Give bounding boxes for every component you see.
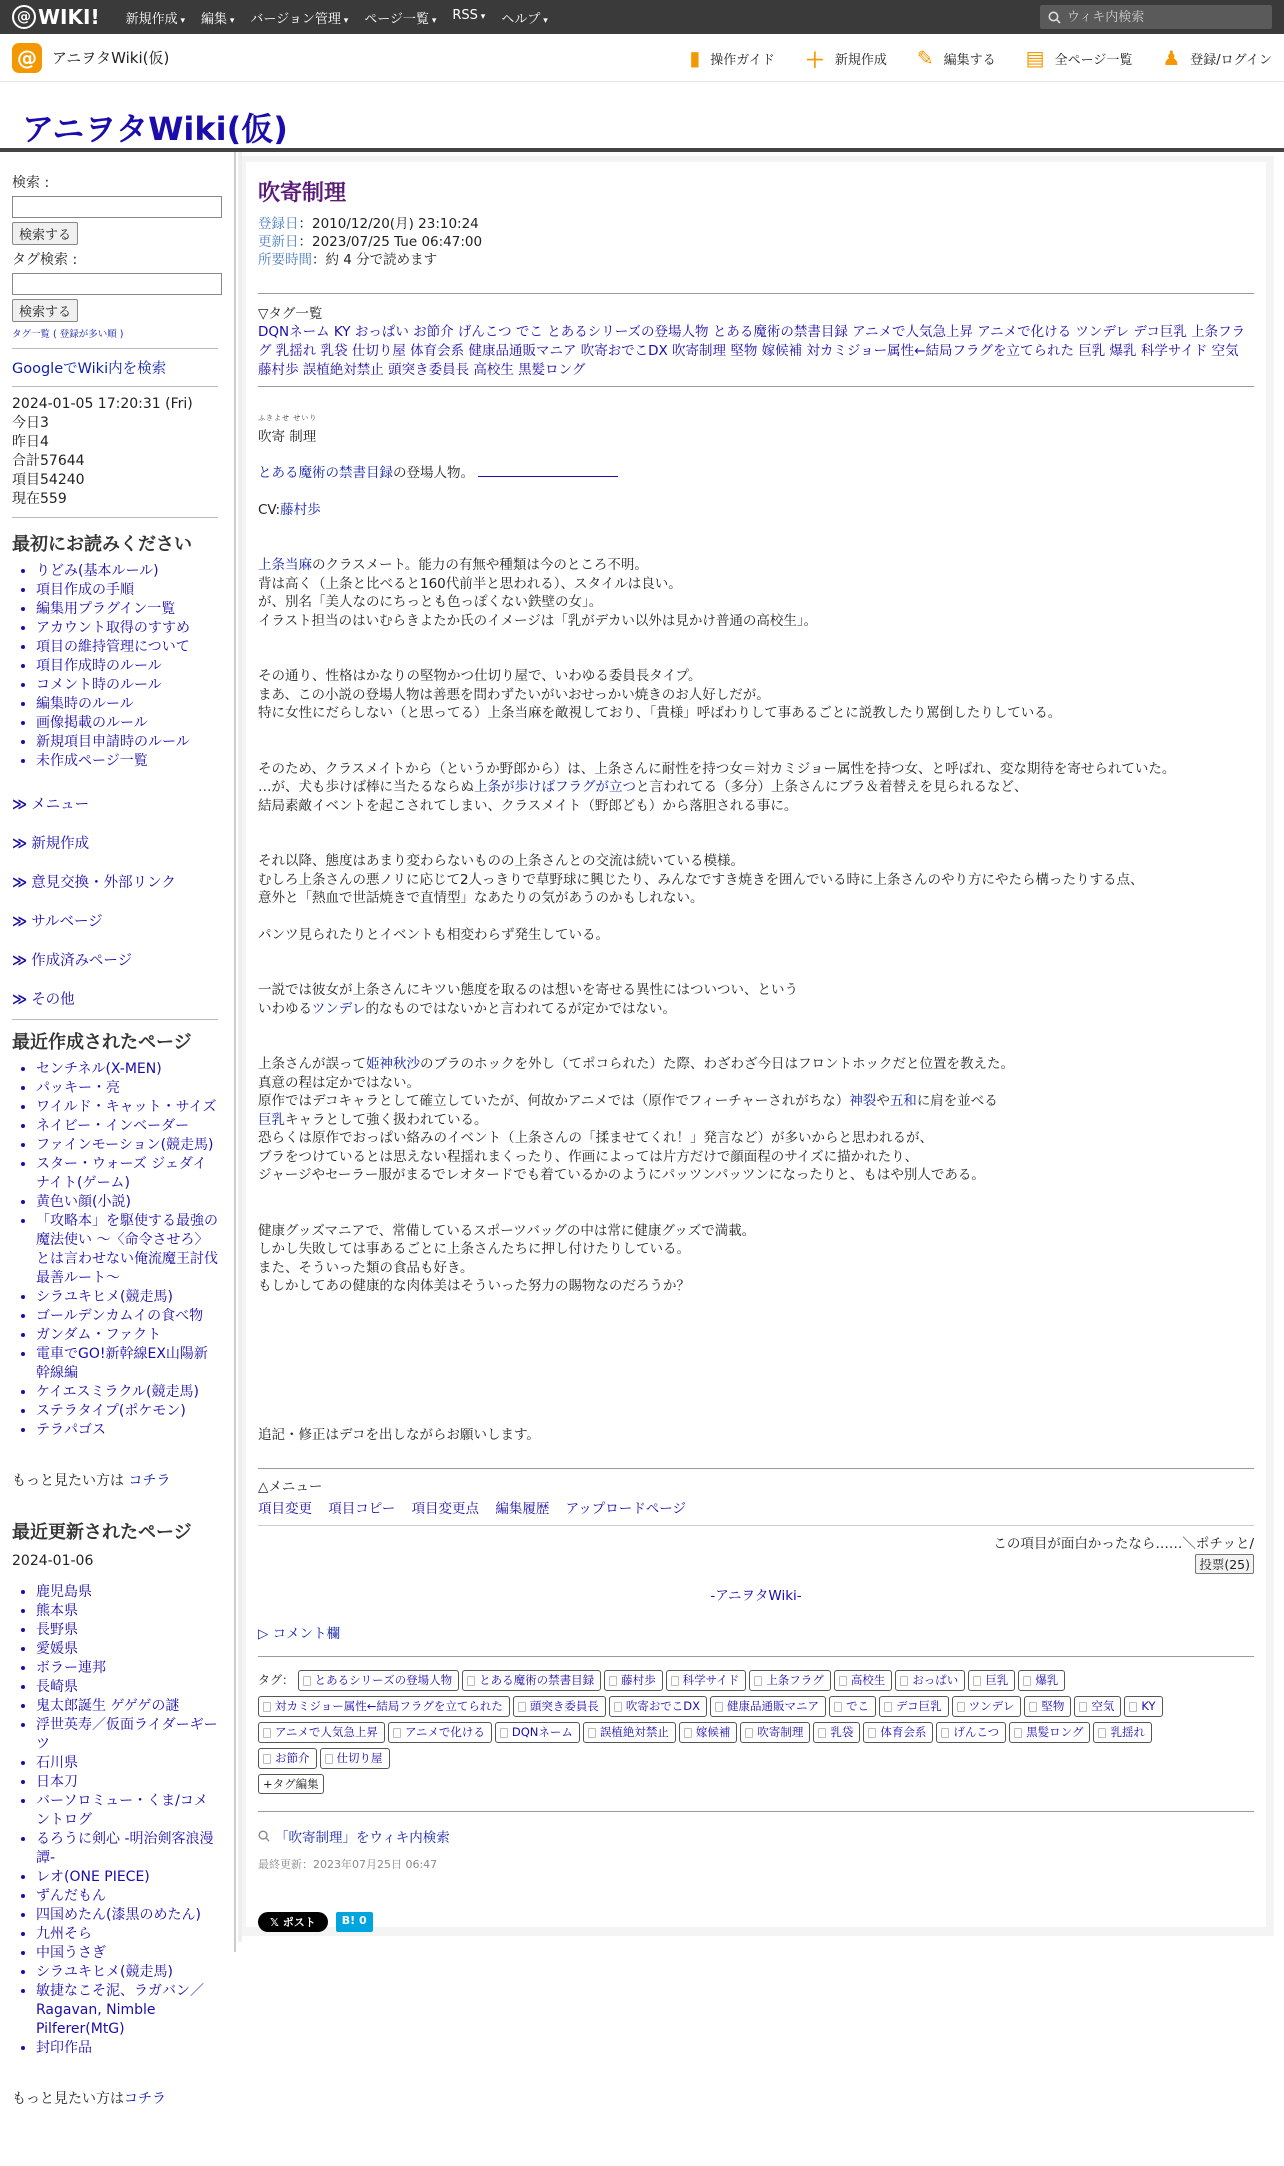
tag-chip[interactable]: お節介 — [258, 1748, 317, 1769]
paragraph-line: そのため、クラスメイトから（というか野郎から）は、上条さんに耐性を持つ女＝対カミジョー属性を持つ女、と呼ばれ、変な期待を寄せられていた。 — [258, 760, 1176, 777]
section-label: サルベージ — [31, 914, 103, 930]
meta-read-time — [258, 251, 1254, 269]
tag-chip[interactable]: 高校生 — [834, 1670, 893, 1691]
login-button[interactable] — [1162, 46, 1272, 70]
article-body — [258, 395, 1254, 1444]
tag-chip[interactable]: げんこつ — [936, 1722, 1006, 1743]
tag-list-heading[interactable]: ▽タグ一覧 — [258, 306, 323, 322]
meta-value: ：2010/12/20(月) 23:10:24 — [298, 216, 479, 232]
tag-search-input[interactable] — [12, 273, 222, 295]
section-new[interactable] — [12, 832, 218, 853]
tag-chip[interactable]: でこ — [829, 1696, 876, 1717]
site-title[interactable]: アニヲタWiki(仮) — [22, 110, 288, 148]
edit-label: 編集する — [943, 52, 996, 68]
menu-help[interactable]: ヘルプ ▾ — [493, 8, 555, 27]
divider — [258, 1656, 1254, 1657]
search-label: 検索 : — [12, 175, 50, 191]
recent-created-heading: 最近作成されたページ — [12, 1032, 192, 1053]
paragraph-line: しかし失敗しては事あるごとに上条さんたちに押し付けたりしている。 — [258, 1241, 690, 1257]
comment-link[interactable]: ▷ コメント欄 — [258, 1626, 341, 1642]
list-item[interactable]: • りどみ(基本ルール) — [36, 562, 218, 581]
at-logo-icon: @ — [12, 5, 36, 29]
vote-text: この項目が面白かったなら……＼ポチッと/ — [993, 1536, 1254, 1552]
plus-icon: ＋ — [804, 47, 825, 72]
list-item[interactable]: • 「攻略本」を駆使する最強の魔法使い 〜〈命令させろ〉とは言わせない俺流魔王討伐最善ルート〜 — [36, 1212, 218, 1288]
text: 原作ではデコキャラとして確立していたが、何故かアニメでは（原作でフィーチャーされがちな） — [258, 1093, 850, 1109]
paragraph-line — [258, 556, 1254, 575]
more-created-link[interactable]: コチラ — [128, 1473, 171, 1489]
menu-version[interactable]: バージョン管理 ▾ — [242, 8, 356, 27]
section-salvage[interactable] — [12, 910, 218, 931]
more-label: もっと見たい方は — [12, 1473, 124, 1489]
tag-chip[interactable]: とあるシリーズの登場人物 — [298, 1670, 459, 1691]
list-item[interactable]: • コメント時のルール — [36, 676, 218, 695]
page-meta — [258, 215, 1254, 269]
section-label: 意見交換・外部リンク — [31, 875, 176, 891]
sidebar-divider — [12, 386, 218, 387]
hatena-count: 0 — [358, 1914, 367, 1927]
list-item[interactable]: • 鹿児島県 — [36, 1583, 218, 1602]
list-item[interactable]: • テラパゴス — [36, 1421, 218, 1440]
meta-key: 更新日 — [258, 234, 299, 250]
tag-chip[interactable]: アニメで人気急上昇 — [258, 1722, 385, 1743]
text: のブラのホックを外し（てポコられた）た際、わざわざ今日はフロントホックだと位置を教えた。 — [420, 1056, 1014, 1072]
menu-links — [258, 1497, 1254, 1517]
list-item[interactable]: • 項目作成の手順 — [36, 581, 218, 600]
stat-now: 現在559 — [12, 491, 67, 507]
text: いわゆる — [258, 1000, 312, 1017]
flag-link[interactable]: 上条が歩けばフラグが立つ — [474, 779, 636, 795]
list-item[interactable]: • ワイルド・キャット・サイズ — [36, 1098, 218, 1117]
paragraph-line — [258, 778, 1254, 797]
new-page-label: 新規作成 — [834, 52, 887, 68]
divider — [258, 386, 1254, 387]
section-links[interactable] — [12, 871, 218, 892]
sidebar-border — [234, 152, 236, 1952]
paragraph-line: 健康グッズマニアで、常備しているスポーツバッグの中は常に健康グッズで満載。 — [258, 1222, 756, 1239]
list-item[interactable]: • センチネル(X-MEN) — [36, 1060, 218, 1079]
intro-link[interactable]: とある魔術の禁書目録 — [258, 465, 393, 481]
tag-chip[interactable]: アニメで化ける — [388, 1722, 492, 1743]
site-bar — [0, 34, 1284, 82]
sidebar-search-input[interactable] — [12, 196, 222, 218]
wiki-search-box — [1040, 5, 1272, 29]
list-item[interactable]: • 長野県 — [36, 1621, 218, 1640]
wiki-logo[interactable] — [12, 5, 100, 29]
stat-today: 今日3 — [12, 415, 49, 431]
cv-label: CV: — [258, 501, 281, 518]
wiki-search-input[interactable] — [1067, 10, 1257, 25]
tag-chip[interactable]: 爆乳 — [1018, 1670, 1065, 1691]
paragraph-line: その通り、性格はかなりの堅物かつ仕切り屋で、いわゆる委員長タイプ。 — [258, 668, 702, 684]
tag-chip[interactable]: 黒髪ロング — [1009, 1722, 1090, 1743]
tag-chip[interactable]: 乳揺れ — [1093, 1722, 1152, 1743]
paragraph-line: それ以降、態度はあまり変わらないものの上条さんとの交流は続いている模様。 — [258, 853, 744, 869]
last-updated: 最終更新：2023年07月25日 06:47 — [258, 1858, 438, 1871]
kyonyuu-link[interactable]: 巨乳 — [258, 1111, 285, 1128]
first-read-heading: 最初にお読みください — [12, 534, 192, 555]
first-read-list — [12, 562, 218, 771]
divider — [258, 293, 1254, 294]
meta-key: 登録日 — [258, 216, 299, 232]
paragraph-line: ブラをつけているとは思えない程揺れまくったり、作画によっては片方だけで顔面程のサイズに描かれたり、 — [258, 1148, 919, 1165]
recent-updated-heading: 最近更新されたページ — [12, 1522, 192, 1543]
itsuwa-link[interactable]: 五和 — [889, 1093, 917, 1109]
hatena-b-icon: B! — [341, 1914, 359, 1927]
book-icon: ▮ — [689, 46, 701, 70]
tag-chip[interactable]: 吹寄制理 — [740, 1722, 810, 1743]
google-search-link[interactable]: GoogleでWiki内を検索 — [12, 361, 167, 377]
list-item[interactable]: • 未作成ページ一覧 — [36, 752, 218, 771]
divider — [258, 1811, 1254, 1812]
paragraph-line: もしかしてあの健康的な肉体美はそういった努力の賜物なのだろうか？ — [258, 1278, 690, 1294]
intro-text: の登場人物。 — [393, 465, 474, 481]
article — [246, 162, 1266, 1927]
kanzaki-link[interactable]: 神裂 — [849, 1093, 877, 1109]
section-label: 新規作成 — [31, 836, 90, 852]
text: に肩を並べる — [916, 1093, 998, 1109]
recent-created-list — [12, 1060, 218, 1440]
tag-search-label: タグ検索 : — [12, 252, 78, 268]
share-buttons — [258, 1912, 1254, 1932]
list-item[interactable]: • ファインモーション(競走馬) — [36, 1136, 218, 1155]
meta-key: 所要時間 — [258, 252, 312, 268]
tag-area — [258, 1667, 1254, 1797]
paragraph-line — [258, 1055, 1254, 1074]
tag-chip[interactable]: 体育会系 — [863, 1722, 933, 1743]
name-line: 吹寄 制理 — [258, 428, 317, 445]
list-item[interactable]: • 日本刀 — [36, 1773, 218, 1792]
list-item[interactable]: • スター・ウォーズ ジェダイナイト(ゲーム) — [36, 1155, 218, 1193]
list-item[interactable]: • 愛媛県 — [36, 1640, 218, 1659]
tag-chip[interactable]: 乳袋 — [813, 1722, 860, 1743]
tag-chip[interactable]: 嫁候補 — [679, 1722, 738, 1743]
double-chevron-icon: ≫ — [12, 836, 28, 852]
all-pages-button[interactable] — [1026, 46, 1133, 70]
tag-chip[interactable]: 藤村歩 — [604, 1670, 663, 1691]
paragraph-line: むしろ上条さんの悪ノリに応じて2人っきりで草野球に興じたり、みんなですき焼きを囲んでいる時に上条さんのやり方にやたら構ったりする点、 — [258, 871, 1144, 888]
guide-button[interactable] — [689, 46, 775, 70]
tag-chip[interactable]: 吹寄おでこDX — [609, 1696, 707, 1717]
stat-yesterday: 昨日4 — [12, 434, 49, 450]
login-label: 登録/ログイン — [1190, 52, 1272, 68]
hatena-bookmark-button[interactable] — [336, 1912, 373, 1932]
list-item[interactable]: • ステラタイプ(ポケモン) — [36, 1402, 218, 1421]
double-chevron-icon: ≫ — [12, 992, 28, 1008]
sidebar-search-button[interactable]: 検索する — [12, 222, 78, 245]
tag-chip[interactable]: 誤植絶対禁止 — [583, 1722, 676, 1743]
paragraph-line: パンツ見られたりとイベントも相変わらず発生している。 — [258, 926, 609, 943]
tag-list-links[interactable]: DQNネーム KY おっぱい お節介 げんこつ でこ とあるシリーズの登場人物 とある魔術の禁書目録 アニメで人気急上昇 アニメで化ける ツンデレ デコ巨乳 上条フラグ 乳揺れ 乳袋 仕切り屋 体育会系 健康品通販マニア 吹寄おでこDX 吹寄制理 堅物 嫁候補 対カミジョー属性←結局フラグを立てられた 巨乳 爆乳 科学サイド 空気 藤村歩 誤植絶対禁止 頭突き委員長 高校生 黒髪ロング — [258, 324, 1246, 378]
menu-link-change[interactable]: 項目変更 — [258, 1501, 312, 1517]
name-ruby: ふきよせ せいり — [258, 414, 318, 422]
pencil-icon: ✎ — [916, 46, 934, 70]
more-updated — [12, 2088, 218, 2108]
list-item[interactable]: • 敏捷なこそ泥、ラガバン／Ragavan, Nimble Pilferer(MtG) — [36, 1982, 218, 2039]
main-content — [242, 156, 1274, 1936]
tag-chip[interactable]: 空気 — [1074, 1696, 1121, 1717]
tag-chip[interactable]: 健康品通販マニア — [710, 1696, 826, 1717]
tag-chip[interactable]: 堅物 — [1024, 1696, 1071, 1717]
paragraph-line — [258, 1111, 1254, 1130]
text: のクラスメート。能力の有無や種類は今のところ不明。 — [312, 557, 648, 573]
site-header — [0, 82, 1284, 152]
list-item[interactable]: • 九州そら — [36, 1925, 218, 1944]
list-item[interactable]: • 編集時のルール — [36, 695, 218, 714]
meta-value: ：約 4 分で読めます — [312, 252, 438, 268]
menu-new[interactable]: 新規作成 ▾ — [118, 8, 193, 27]
footer-wiki-link[interactable]: -アニヲタWiki- — [710, 1588, 802, 1604]
paragraph-line: が、別名「美人なのにちっとも色っぽくない鉄壁の女」。 — [258, 594, 603, 610]
section-label: その他 — [31, 992, 75, 1008]
list-item[interactable]: • 画像掲載のルール — [36, 714, 218, 733]
cv-line — [258, 501, 1254, 520]
x-post-label: ポスト — [282, 1916, 316, 1929]
list-item[interactable]: • 電車でGO!新幹線EX山陽新幹線編 — [36, 1345, 218, 1383]
cv-link[interactable]: 藤村歩 — [280, 501, 321, 518]
list-item[interactable]: • るろうに剣心 -明治剣客浪漫譚- — [36, 1830, 218, 1868]
paragraph-line: 特に女性にだらしない（と思ってる）上条当麻を敵視しており、「貴様」呼ばわりして事あるごとに説教したり罵倒したりしている。 — [258, 705, 1062, 721]
tag-search-button[interactable]: 検索する — [12, 299, 78, 322]
paragraph-line: 追記・修正はデコを出しながらお願いします。 — [258, 1426, 540, 1443]
list-item[interactable]: • 四国めたん(漆黒のめたん) — [36, 1906, 218, 1925]
tag-chip[interactable]: KY — [1124, 1696, 1162, 1717]
new-page-button[interactable] — [805, 44, 887, 73]
all-pages-label: 全ページ一覧 — [1054, 52, 1133, 68]
tag-chip[interactable]: ツンデレ — [952, 1696, 1022, 1717]
paragraph-line: 意外と「熱血で世話焼きで直情型」なあたりの気があうのかもしれない。 — [258, 890, 704, 906]
recent-updated-list — [12, 1583, 218, 2058]
tag-chip[interactable]: おっぱい — [895, 1670, 965, 1691]
list-item[interactable]: • 石川県 — [36, 1754, 218, 1773]
underline-decoration — [478, 467, 618, 477]
tag-edit-button[interactable]: +タグ編集 — [258, 1774, 324, 1794]
paragraph-line: ジャージやセーラー服がまるでレオタードでも着ているかのようにパッツンパッツンになったりと、もはや別人である。 — [258, 1167, 985, 1183]
sidebar — [0, 152, 230, 2108]
list-item[interactable]: • ずんだもん — [36, 1887, 218, 1906]
current-datetime: 2024-01-05 17:20:31 (Fri) — [12, 396, 193, 412]
divider — [258, 1525, 1254, 1526]
intro-line — [258, 464, 1254, 483]
page-title: 吹寄制理 — [258, 181, 347, 206]
more-updated-link[interactable]: コチラ — [124, 2091, 166, 2107]
wiki-search-row[interactable] — [258, 1826, 1254, 1846]
list-item[interactable]: • ケイエスミラクル(競走馬) — [36, 1383, 218, 1402]
text: …が、犬も歩けば棒に当たるならぬ — [258, 779, 474, 795]
menu-pages[interactable]: ページ一覧 ▾ — [356, 8, 444, 27]
x-logo-icon: 𝕏 — [270, 1916, 283, 1929]
section-label: 作成済みページ — [31, 953, 133, 969]
meta-created — [258, 215, 1254, 233]
double-chevron-icon: ≫ — [12, 797, 28, 813]
tag-list-link[interactable]: タグ一覧 ( 登録が多い順 ) — [12, 329, 124, 340]
paragraph-line: 背は高く（上条と比べると160代前半と思われる）、スタイルは良い。 — [258, 575, 682, 592]
top-bar — [0, 0, 1284, 34]
more-label: もっと見たい方は — [12, 2091, 124, 2107]
list-item[interactable]: • アカウント取得のすすめ — [36, 619, 218, 638]
paragraph-line: 恐らくは原作でおっぱい絡みのイベント（上条さんの「揉ませてくれ！」発言など）が多いからと思われるが、 — [258, 1130, 933, 1146]
search-icon — [258, 1830, 270, 1842]
menu-link-history[interactable]: 編集履歴 — [495, 1501, 550, 1517]
section-created[interactable] — [12, 949, 218, 970]
meta-updated — [258, 233, 1254, 251]
list-item[interactable]: • 長崎県 — [36, 1678, 218, 1697]
tsundere-link[interactable]: ツンデレ — [311, 1000, 366, 1017]
text: と言われてる（多分）上条さんにブラ＆着替えを見られるなど、 — [636, 779, 1028, 795]
recent-updated-date: 2024-01-06 — [12, 1553, 94, 1569]
site-logo-icon[interactable]: @ — [12, 43, 42, 73]
paragraph-line: イラスト担当のはいむらきよたか氏のイメージは「乳がデカい以外は見かけ普通の高校生」。 — [258, 612, 818, 629]
menu-edit[interactable]: 編集 ▾ — [193, 8, 242, 27]
menu-link-copy[interactable]: 項目コピー — [328, 1501, 396, 1517]
kamijou-link[interactable]: 上条当麻 — [258, 557, 312, 573]
tag-chip[interactable]: とある魔術の禁書目録 — [462, 1670, 601, 1691]
tag-chip[interactable]: デコ巨乳 — [879, 1696, 949, 1717]
paragraph-line — [258, 1092, 1254, 1111]
tag-chip[interactable]: 頭突き委員長 — [513, 1696, 606, 1717]
more-created — [12, 1470, 218, 1490]
list-item[interactable]: • 熊本県 — [36, 1602, 218, 1621]
menu-heading[interactable]: △メニュー — [258, 1479, 323, 1495]
sidebar-divider — [12, 348, 218, 349]
text: や — [876, 1093, 890, 1109]
x-post-button[interactable] — [258, 1912, 328, 1932]
text: 的なものではないかと言われてるが定かではない。 — [365, 1000, 676, 1017]
paragraph-line: 結局素敵イベントを起こされてしまい、クラスメイト（野郎ども）から落胆される事に。 — [258, 797, 798, 814]
list-item[interactable]: • ネイビー・インベーダー — [36, 1117, 218, 1136]
list-item[interactable]: • 黄色い顔(小説) — [36, 1193, 218, 1212]
list-item[interactable]: • 封印作品 — [36, 2039, 218, 2058]
list-item[interactable]: • ガンダム・ファクト — [36, 1326, 218, 1345]
menu-link-upload[interactable]: アップロードページ — [565, 1501, 686, 1517]
sidebar-divider — [12, 1019, 218, 1020]
list-item[interactable]: • シラユキヒメ(競走馬) — [36, 1963, 218, 1982]
tag-chip[interactable]: 上条フラグ — [749, 1670, 831, 1691]
double-chevron-icon: ≫ — [12, 914, 28, 930]
vote-button[interactable]: 投票(25) — [1195, 1554, 1254, 1574]
site-actions — [659, 34, 1272, 82]
list-item[interactable]: • 編集用プラグイン一覧 — [36, 600, 218, 619]
list-item[interactable]: • ゴールデンカムイの食べ物 — [36, 1307, 218, 1326]
vote-area — [258, 1532, 1254, 1574]
section-label: メニュー — [31, 797, 90, 813]
tag-chip[interactable]: DQNネーム — [495, 1722, 580, 1743]
stat-items: 項目54240 — [12, 472, 85, 488]
divider — [258, 1468, 1254, 1469]
list-item[interactable]: • 項目作成時のルール — [36, 657, 218, 676]
list-item[interactable]: • ボラー連邦 — [36, 1659, 218, 1678]
list-item[interactable]: • バーソロミュー・くま/コメントログ — [36, 1792, 218, 1830]
user-add-icon: ♟ — [1162, 46, 1181, 70]
list-item[interactable]: • 中国うさぎ — [36, 1944, 218, 1963]
page-wrap — [0, 152, 1284, 2166]
site-name[interactable]: アニヲタWiki(仮) — [52, 49, 170, 67]
section-menu[interactable] — [12, 793, 218, 814]
tag-chip[interactable]: 対カミジョー属性←結局フラグを立てられた — [258, 1696, 510, 1717]
double-chevron-icon: ≫ — [12, 875, 28, 891]
sidebar-divider — [12, 517, 218, 518]
double-chevron-icon: ≫ — [12, 953, 28, 969]
edit-button[interactable] — [917, 46, 996, 70]
document-icon: ▤ — [1025, 46, 1045, 70]
text: キャラとして強く扱われている。 — [285, 1111, 488, 1128]
menu-rss[interactable]: RSS ▾ — [444, 8, 493, 27]
guide-label: 操作ガイド — [710, 52, 775, 68]
wiki-search-link[interactable]: 「吹寄制理」をウィキ内検索 — [275, 1830, 450, 1846]
tags-label: タグ： — [258, 1673, 295, 1687]
list-item[interactable]: • 浮世英寿／仮面ライダーギーツ — [36, 1716, 218, 1754]
search-icon — [1048, 11, 1061, 24]
paragraph-line: まあ、この小説の登場人物は善悪を問わずたいがいおせっかい焼きのお人好しだが。 — [258, 686, 770, 703]
list-item[interactable]: • 新規項目申請時のルール — [36, 733, 218, 752]
list-item[interactable]: • パッキー・亮 — [36, 1079, 218, 1098]
list-item[interactable]: • 項目の維持管理について — [36, 638, 218, 657]
list-item[interactable]: • 鬼太郎誕生 ゲゲゲの謎 — [36, 1697, 218, 1716]
paragraph-line: また、そういった類の食品も好き。 — [258, 1259, 474, 1276]
paragraph-line — [258, 1000, 1254, 1019]
top-nav — [118, 8, 556, 27]
paragraph-line: 真意の程は定かではない。 — [258, 1074, 420, 1091]
tag-chip[interactable]: 巨乳 — [968, 1670, 1015, 1691]
wiki-logo-text: WIKI! — [38, 5, 100, 29]
tag-chip[interactable]: 仕切り屋 — [320, 1748, 390, 1769]
menu-link-diff[interactable]: 項目変更点 — [411, 1501, 480, 1517]
list-item[interactable]: • レオ(ONE PIECE) — [36, 1868, 218, 1887]
list-item[interactable]: • シラユキヒメ(競走馬) — [36, 1288, 218, 1307]
paragraph-line: 一説では彼女が上条さんにキツい態度を取るのは想いを寄せる異性にはついつい、という — [258, 982, 798, 998]
section-other[interactable] — [12, 988, 218, 1009]
stat-total: 合計57644 — [12, 453, 85, 469]
himegami-link[interactable]: 姫神秋沙 — [366, 1056, 420, 1072]
meta-value: ：2023/07/25 Tue 06:47:00 — [298, 234, 483, 250]
tag-chip[interactable]: 科学サイド — [666, 1670, 747, 1691]
text: 上条さんが誤って — [258, 1056, 366, 1072]
